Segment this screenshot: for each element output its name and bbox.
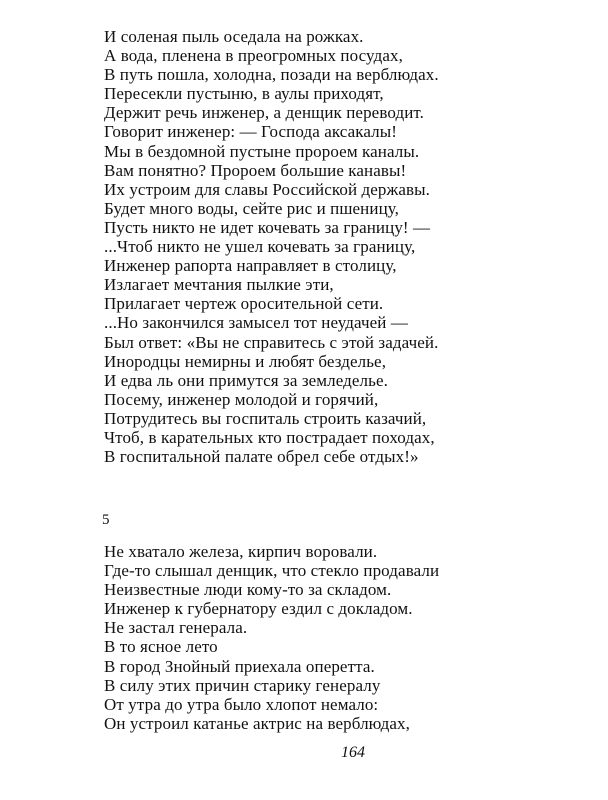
poem-line: Пересекли пустыню, в аулы приходят,	[104, 84, 384, 104]
poem-line: Чтоб, в карательных кто пострадает походах,	[104, 427, 435, 447]
poem-line: Держит речь инженер, а денщик переводит.	[104, 103, 424, 123]
poem-stanza-2	[104, 542, 439, 733]
poem-line: Инженер рапорта направляет в столицу,	[104, 256, 397, 276]
poem-line: ...Но закончился замысел тот неудачей —	[104, 313, 408, 333]
poem-line: Пусть никто не идет кочевать за границу! —	[104, 217, 431, 237]
poem-line: Мы в бездомной пустыне пророем каналы.	[104, 141, 420, 161]
poem-line: Не хватало железа, кирпич воровали.	[104, 542, 378, 561]
poem-line: Был ответ: «Вы не справитесь с этой задачей.	[104, 332, 439, 352]
poem-line: В путь пошла, холодна, позади на верблюдах.	[104, 65, 439, 85]
poem-line: Неизвестные люди кому-то за складом.	[104, 580, 392, 600]
poem-line: В город Знойный приехала оперетта.	[104, 656, 375, 676]
poem-stanza-1	[104, 27, 439, 466]
poem-line: Где-то слышал денщик, что стекло продавали	[104, 561, 440, 581]
poem-line: Будет много воды, сейте рис и пшеницу,	[104, 198, 400, 218]
poem-line: И соленая пыль оседала на рожках.	[104, 27, 364, 46]
poem-line: Он устроил катанье актрис на верблюдах,	[104, 713, 410, 733]
poem-line: Их устроим для славы Российской державы.	[104, 179, 431, 199]
poem-line: От утра до утра было хлопот немало:	[104, 694, 379, 714]
poem-line: В силу этих причин старику генералу	[104, 675, 381, 695]
poem-line: В то ясное лето	[104, 637, 218, 657]
page-number: 164	[341, 744, 365, 761]
poem-line: А вода, пленена в преогромных посудах,	[104, 46, 403, 66]
poem-line: ...Чтоб никто не ушел кочевать за границу,	[104, 237, 416, 257]
poem-line: Инородцы немирны и любят безделье,	[104, 351, 387, 371]
poem-line: Говорит инженер: — Господа аксакалы!	[104, 122, 398, 142]
section-number: 5	[102, 512, 110, 528]
poem-line: Инженер к губернатору ездил с докладом.	[104, 599, 413, 619]
poem-line: Излагает мечтания пылкие эти,	[104, 275, 334, 295]
poem-line: Не застал генерала.	[104, 618, 248, 638]
poem-line: Посему, инженер молодой и горячий,	[104, 389, 379, 409]
poem-line: В госпитальной палате обрел себе отдых!»	[104, 447, 419, 467]
poem-line: Вам понятно? Пророем большие канавы!	[104, 160, 407, 180]
poem-line: И едва ль они примутся за земледелье.	[104, 370, 388, 390]
poem-line: Прилагает чертеж оросительной сети.	[104, 294, 384, 314]
poem-line: Потрудитесь вы госпиталь строить казачий,	[104, 408, 427, 428]
